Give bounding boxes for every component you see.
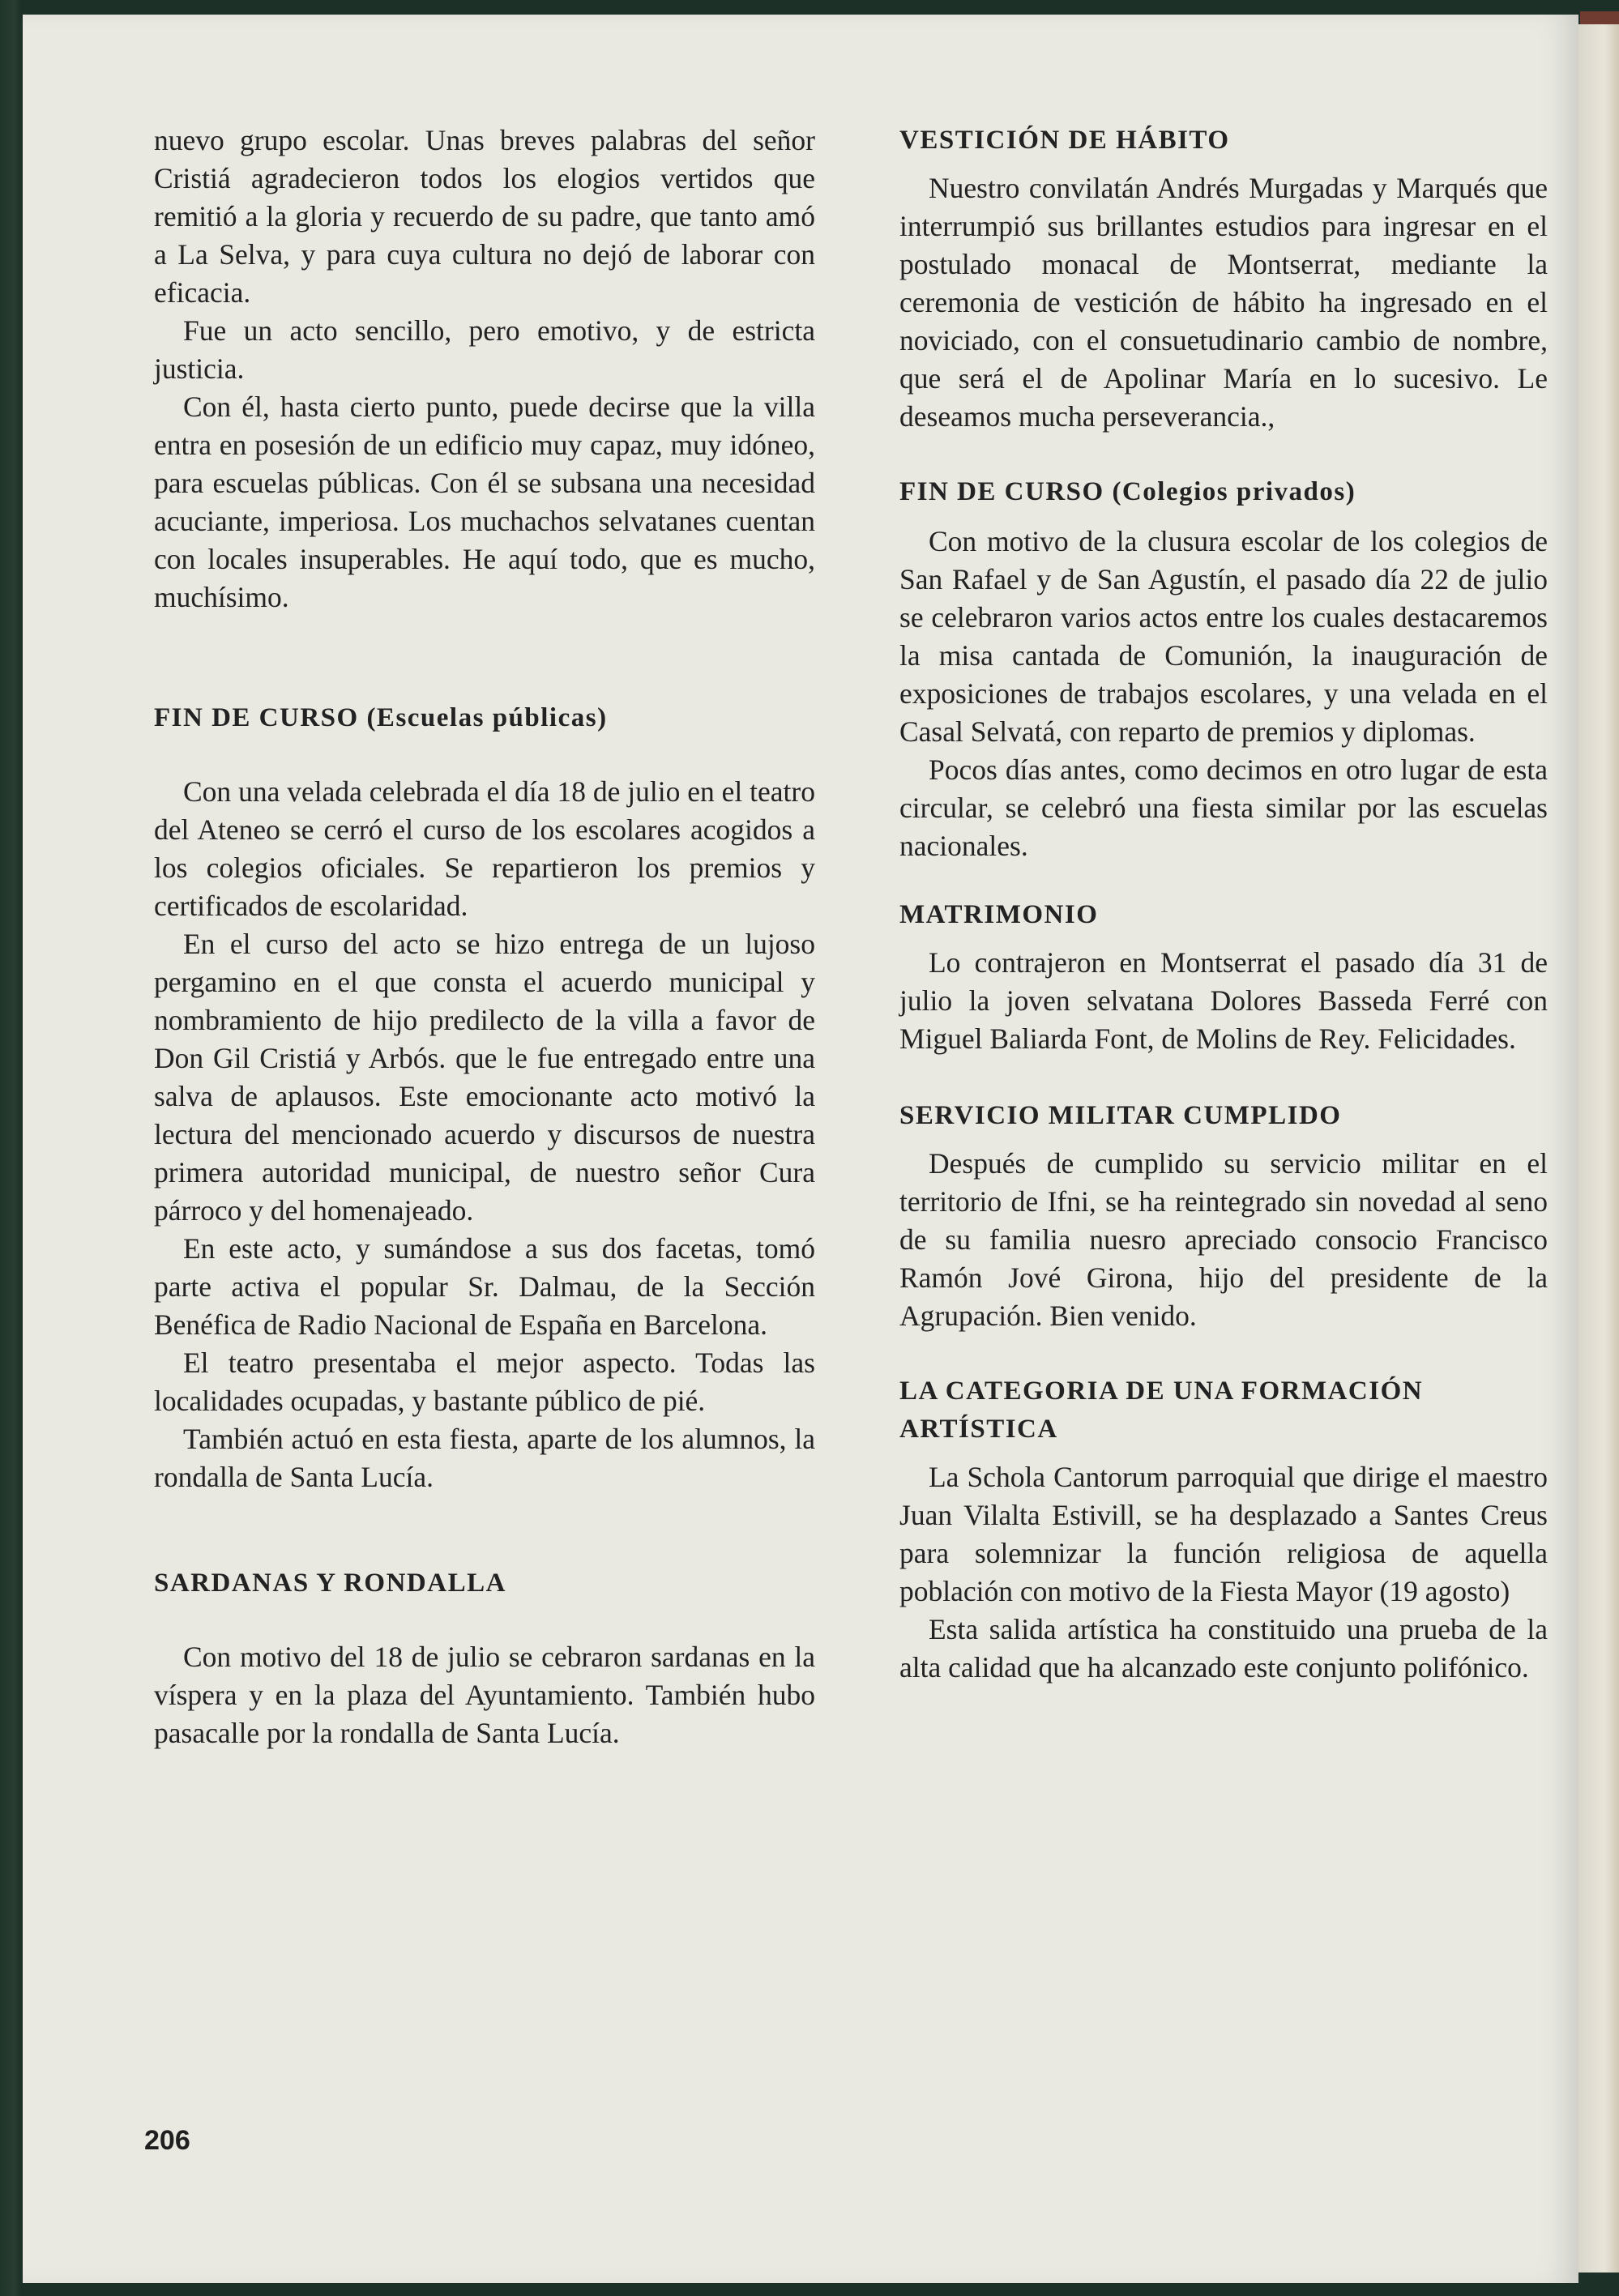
vesticion-paragraph-1: Nuestro convilatán Andrés Murgadas y Marqués que interrumpió sus brillantes estudios para ingresar en el postulado monacal de Montserrat, mediante la ceremonia de vestición de hábito ha ingresado en el noviciado, con el consuetudinario cambio de nombre, que será el de Apolinar María en lo sucesivo. Le deseamos mucha perseverancia., xyxy=(899,172,1548,433)
section-title-vesticion: VESTICIÓN DE HÁBITO xyxy=(899,126,1230,155)
section-title-sardanas: SARDANAS Y RONDALLA xyxy=(154,1568,506,1598)
sardanas-paragraph-1: Con motivo del 18 de julio se cebraron sardanas en la víspera y en la plaza del Ayuntamiento. También hubo pasacalle por la rondalla de Santa Lucía. xyxy=(154,1641,815,1749)
section-title-servicio-militar: SERVICIO MILITAR CUMPLIDO xyxy=(899,1101,1342,1130)
servicio-militar-paragraph-1: Después de cumplido su servicio militar en el territorio de Ifni, se ha reintegrado sin novedad al seno de su familia nuesro apreciado consocio Francisco Ramón Jové Girona, hijo del presidente de la Agrupación. Bien venido. xyxy=(899,1147,1548,1332)
fin-curso-publicas-paragraph-5: También actuó en esta fiesta, aparte de los alumnos, la rondalla de Santa Lucía. xyxy=(154,1423,815,1493)
fin-curso-publicas-paragraph-3: En este acto, y sumándose a sus dos facetas, tomó parte activa el popular Sr. Dalmau, de la Sección Benéfica de Radio Nacional de España en Barcelona. xyxy=(154,1232,815,1341)
left-column xyxy=(154,122,815,1752)
right-column xyxy=(899,122,1548,1687)
categoria-paragraph-2: Esta salida artística ha constituido una prueba de la alta calidad que ha alcanzado este conjunto polifónico. xyxy=(899,1613,1548,1684)
matrimonio-paragraph-1: Lo contrajeron en Montserrat el pasado día 31 de julio la joven selvatana Dolores Basseda Ferré con Miguel Baliarda Font, de Molins de Rey. Felicidades. xyxy=(899,946,1548,1055)
fin-curso-publicas-paragraph-4: El teatro presentaba el mejor aspecto. Todas las localidades ocupadas, y bastante público de pié. xyxy=(154,1346,815,1417)
section-title-fin-curso-publicas: FIN DE CURSO (Escuelas públicas) xyxy=(154,703,608,732)
book-page-edge xyxy=(1572,24,1619,2273)
fin-curso-publicas-paragraph-2: En el curso del acto se hizo entrega de un lujoso pergamino en el que consta el acuerdo municipal y nombramiento de hijo predilecto de la villa a favor de Don Gil Cristiá y Arbós. que le fue entregado entre una salva de aplausos. Este emocionante acto motivó la lectura del mencionado acuerdo y discursos de nuestra primera autoridad municipal, de nuestro señor Cura párroco y del homenajeado. xyxy=(154,928,815,1227)
section-title-categoria: LA CATEGORIA DE UNA FORMACIÓN ARTÍSTICA xyxy=(899,1376,1424,1444)
intro-paragraph-2: Fue un acto sencillo, pero emotivo, y de estricta justicia. xyxy=(154,314,815,385)
intro-paragraph-3: Con él, hasta cierto punto, puede decirse que la villa entra en posesión de un edificio muy capaz, muy idóneo, para escuelas públicas. Con él se subsana una necesidad acuciante, imperiosa. Los muchachos selvatanes cuentan con locales insuperables. He aquí todo, que es mucho, muchísimo. xyxy=(154,390,815,613)
fin-curso-privados-paragraph-1: Con motivo de la clusura escolar de los colegios de San Rafael y de San Agustín, el pasado día 22 de julio se celebraron varios actos entre los cuales destacaremos la misa cantada de Comunión, la inauguración de exposiciones de trabajos escolares, y una velada en el Casal Selvatá, con reparto de premios y diplomas. xyxy=(899,525,1548,748)
fin-curso-publicas-paragraph-1: Con una velada celebrada el día 18 de julio en el teatro del Ateneo se cerró el curso de los escolares acogidos a los colegios oficiales. Se repartieron los premios y certificados de escolaridad. xyxy=(154,775,815,922)
page-number: 206 xyxy=(144,2125,190,2156)
intro-paragraph-1: nuevo grupo escolar. Unas breves palabras del señor Cristiá agradecieron todos los elogios vertidos que remitió a la gloria y recuerdo de su padre, que tanto amó a La Selva, y para cuya cultura no dejó de laborar con eficacia. xyxy=(154,124,815,309)
section-title-fin-curso-privados: FIN DE CURSO (Colegios privados) xyxy=(899,477,1356,506)
categoria-paragraph-1: La Schola Cantorum parroquial que dirige el maestro Juan Vilalta Estivill, se ha desplazado a Santes Creus para solemnizar la función religiosa de aquella población con motivo de la Fiesta Mayor (19 agosto) xyxy=(899,1461,1548,1607)
section-title-matrimonio: MATRIMONIO xyxy=(899,900,1099,929)
fin-curso-privados-paragraph-2: Pocos días antes, como decimos en otro lugar de esta circular, se celebró una fiesta similar por las escuelas nacionales. xyxy=(899,753,1548,862)
